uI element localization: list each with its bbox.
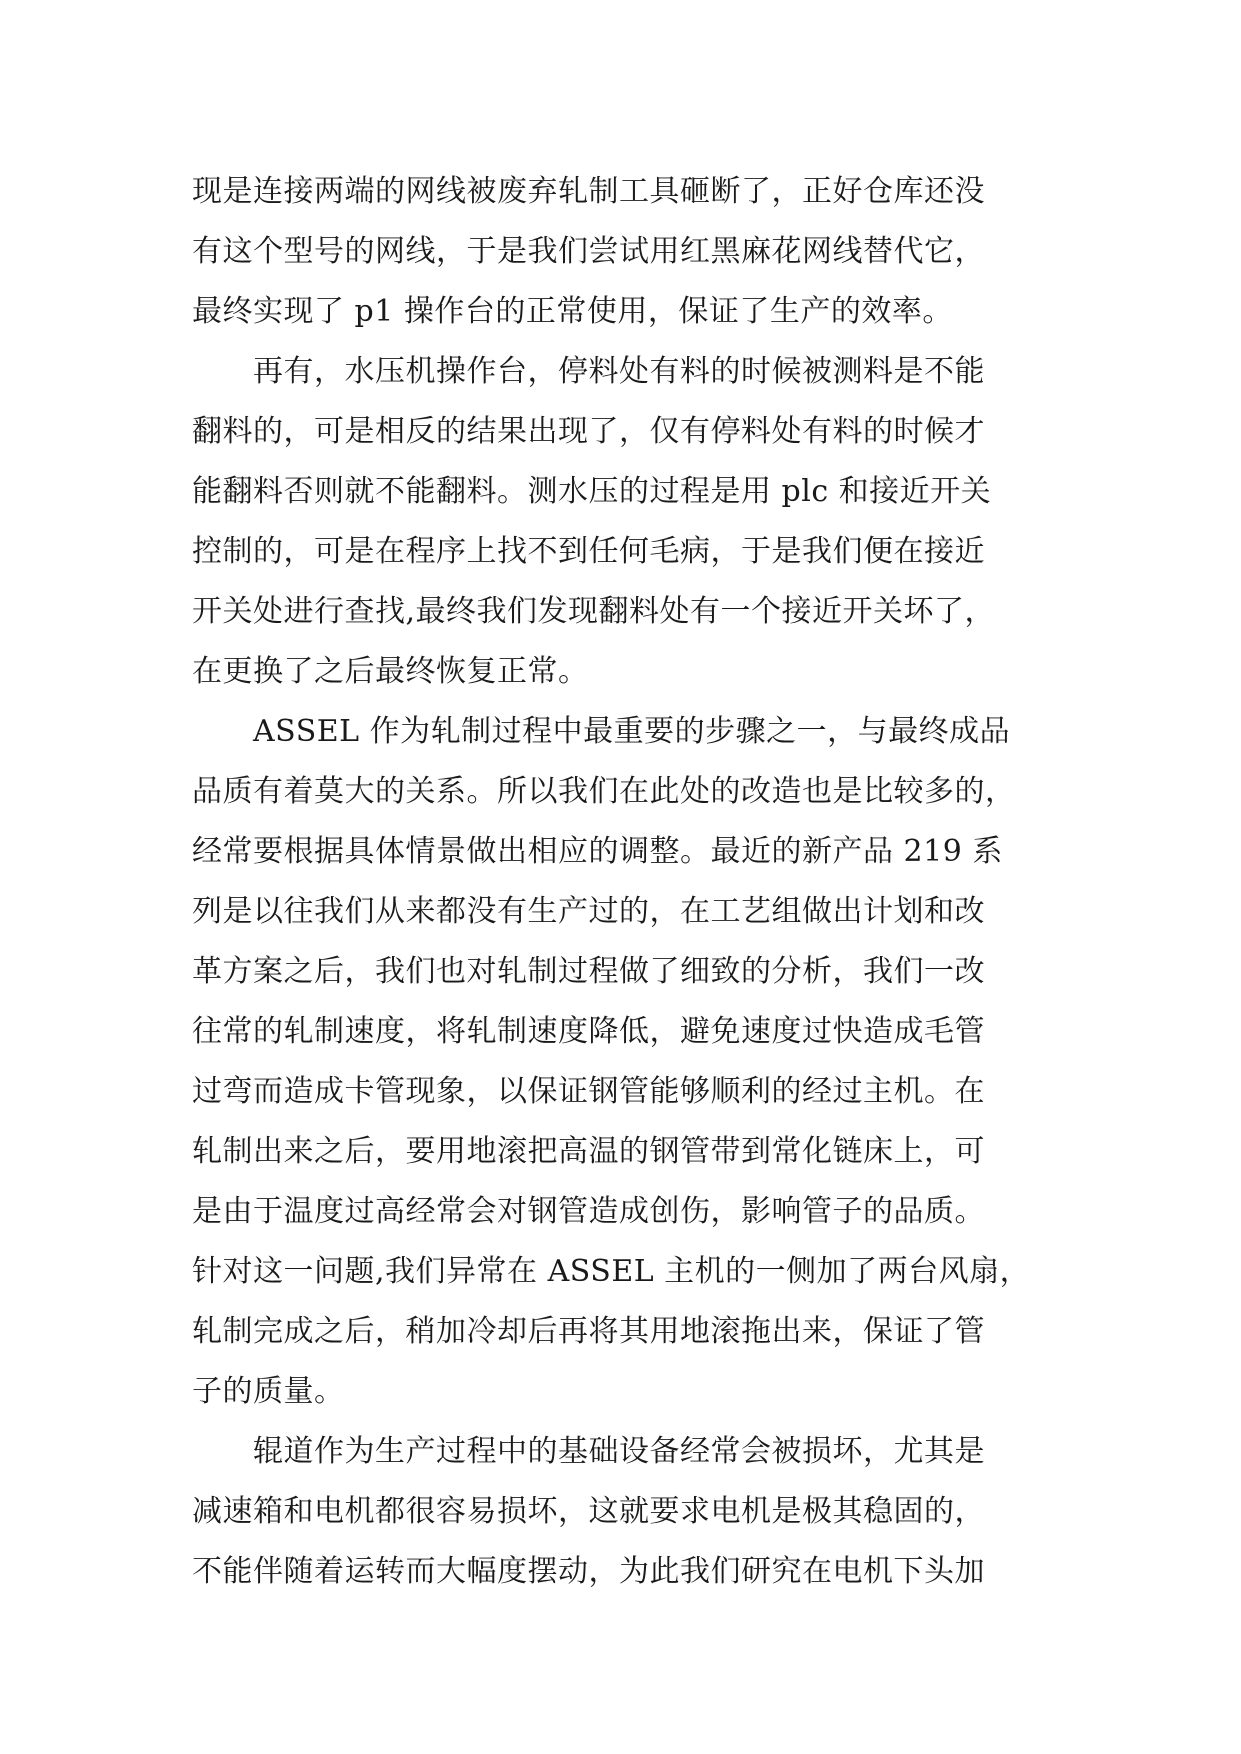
text-line: 减速箱和电机都很容易损坏，这就要求电机是极其稳固的， <box>192 1494 985 1529</box>
body-text <box>192 162 1072 1602</box>
text-line: 再有，水压机操作台，停料处有料的时候被测料是不能 <box>192 354 985 389</box>
text-line: 有这个型号的网线，于是我们尝试用红黑麻花网线替代它， <box>192 234 985 269</box>
text-line: 在更换了之后最终恢复正常。 <box>192 654 589 689</box>
text-line: 子的质量。 <box>192 1374 345 1409</box>
text-line: 是由于温度过高经常会对钢管造成创伤，影响管子的品质。 <box>192 1194 985 1229</box>
text-line: 控制的，可是在程序上找不到任何毛病，于是我们便在接近 <box>192 534 985 569</box>
text-line: 针对这一问题,我们异常在 ASSEL 主机的一侧加了两台风扇， <box>192 1254 1031 1289</box>
text-line: 轧制出来之后，要用地滚把高温的钢管带到常化链床上，可 <box>192 1134 985 1169</box>
text-line: 列是以往我们从来都没有生产过的，在工艺组做出计划和改 <box>192 894 985 929</box>
text-line: 革方案之后，我们也对轧制过程做了细致的分析，我们一改 <box>192 954 985 989</box>
text-line: ASSEL 作为轧制过程中最重要的步骤之一，与最终成品 <box>192 714 1011 749</box>
text-line: 品质有着莫大的关系。所以我们在此处的改造也是比较多的， <box>192 774 1016 809</box>
text-line: 最终实现了 p1 操作台的正常使用，保证了生产的效率。 <box>192 294 953 329</box>
text-line: 轧制完成之后，稍加冷却后再将其用地滚拖出来，保证了管 <box>192 1314 985 1349</box>
text-line: 往常的轧制速度，将轧制速度降低，避免速度过快造成毛管 <box>192 1014 985 1049</box>
text-line: 辊道作为生产过程中的基础设备经常会被损坏，尤其是 <box>192 1434 985 1469</box>
text-line: 开关处进行查找,最终我们发现翻料处有一个接近开关坏了， <box>192 594 996 629</box>
text-line: 能翻料否则就不能翻料。测水压的过程是用 plc 和接近开关 <box>192 474 992 509</box>
text-line: 不能伴随着运转而大幅度摆动，为此我们研究在电机下头加 <box>192 1554 985 1589</box>
text-line: 现是连接两端的网线被废弃轧制工具砸断了，正好仓库还没 <box>192 174 985 209</box>
text-line: 过弯而造成卡管现象，以保证钢管能够顺利的经过主机。在 <box>192 1074 985 1109</box>
text-line: 经常要根据具体情景做出相应的调整。最近的新产品 219 系 <box>192 834 1003 869</box>
text-line: 翻料的，可是相反的结果出现了，仅有停料处有料的时候才 <box>192 414 985 449</box>
